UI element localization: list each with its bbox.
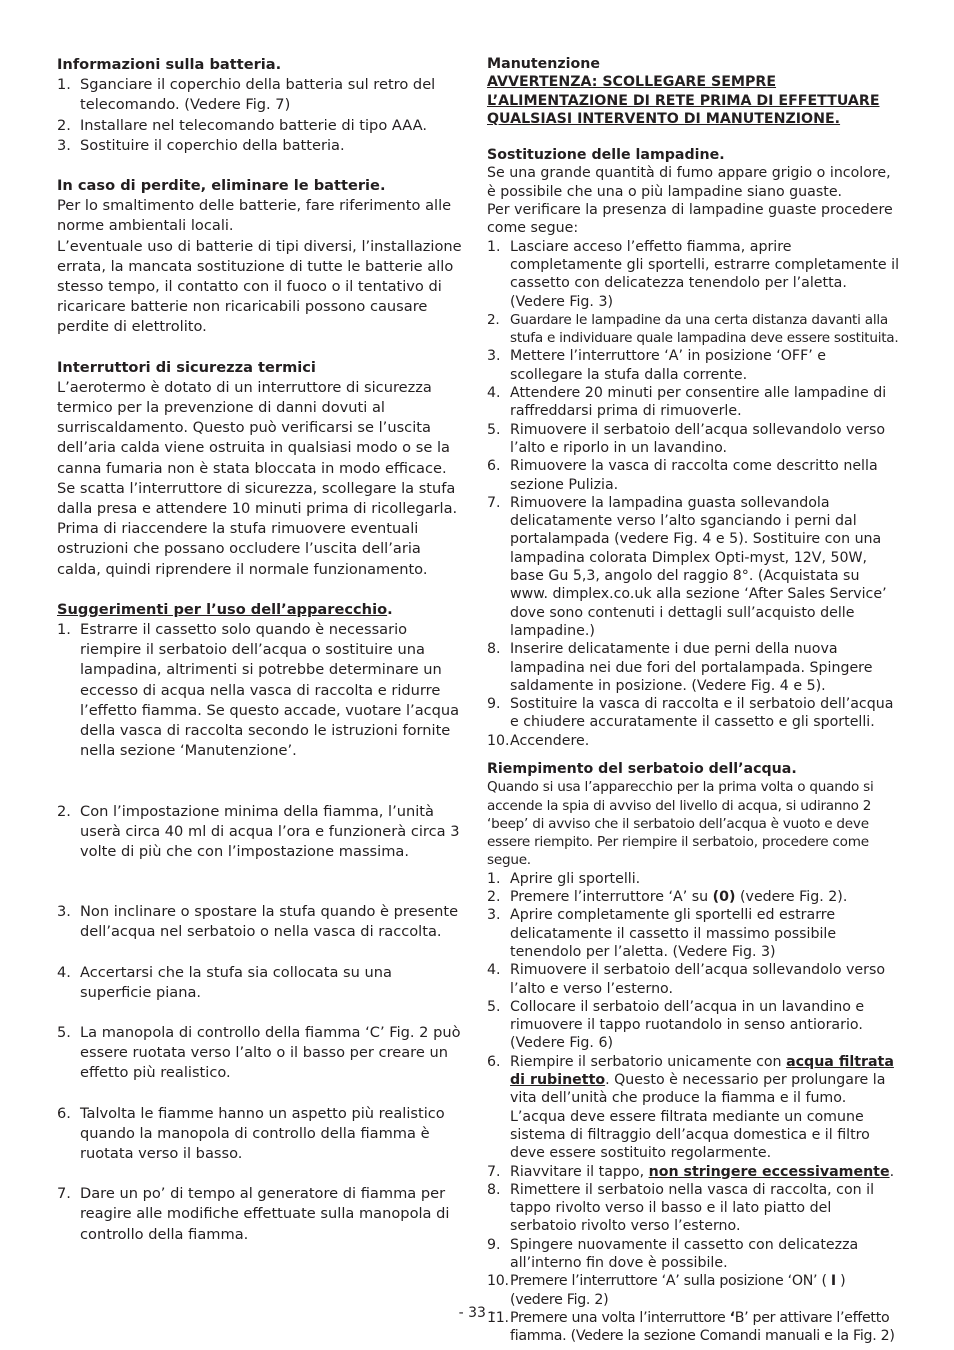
refill-intro: Quando si usa l’apparecchio per la prima volta o quando si accende la spia di avviso del livello di acqua, si udiranno 2 ‘beep’ di avviso che il serbatoio dell’acqua è vuoto e deve essere riempito. Per riempire il serbatoio, procedere come segue. [487, 779, 874, 869]
leak-paragraph: L’eventuale uso di batterie di tipi diversi, l’installazione errata, la mancata sostituzione di tutte le batterie allo stesso tempo, il contatto con il fuoco o il tentativo di ricaricare batterie non ricaricabili possono causare perdite di elettrolito. [57, 237, 462, 336]
refill-steps [487, 870, 901, 1346]
maintenance-heading: Manutenzione [487, 56, 600, 72]
list-item: 3. Aprire completamente gli sportelli ed estrarre delicatamente il cassetto il massimo possibile tenendolo per l’aletta. (Vedere Fig. 3) [487, 907, 837, 960]
leak-paragraph: Per lo smaltimento delle batterie, fare riferimento alle norme ambientali locali. [57, 197, 452, 235]
maintenance-warning: AVVERTENZA: SCOLLEGARE SEMPRE L’ALIMENTAZIONE DI RETE PRIMA DI EFFETTUARE QUALSIASI INTERVENTO DI MANUTENZIONE. [487, 74, 880, 127]
list-item: 9. Spingere nuovamente il cassetto con delicatezza all’interno fin dove è possibile. [487, 1236, 859, 1271]
thermal-paragraph: L’aerotermo è dotato di un interruttore di sicurezza termico per la prevenzione di danni dovuti al surriscaldamento. Questo può verificarsi se l’uscita dell’aria calda viene ostruita in qualsiasi modo o se la canna fumaria non è stata bloccata in modo efficace. Se scatta l’interruttore di sicurezza, scollegare la stufa dalla presa e attendere 10 minuti prima di ricollegarla. Prima di riaccendere la stufa rimuovere eventuali ostruzioni che possano occludere l’uscita dell’aria calda, quindi riprendere il normale funzionamento. [57, 378, 458, 578]
battery-steps [57, 75, 467, 156]
list-item: 10. Premere l’interruttore ‘A’ sulla posizione ‘ON’ ( I ) (vedere Fig. 2) [487, 1273, 846, 1308]
list-item: 9. Sostituire la vasca di raccolta e il serbatoio dell’acqua e chiudere accuratamente il cassetto e gli sportelli. [487, 696, 894, 731]
bulbs-heading: Sostituzione delle lampadine. [487, 147, 725, 164]
list-item: 8. Rimettere il serbatoio nella vasca di raccolta, con il tappo rivolto verso il basso e il lato piatto del serbatoio rivolto verso l’esterno. [487, 1181, 875, 1235]
list-item: 6. Talvolta le fiamme hanno un aspetto più realistico quando la manopola di controllo della fiamma è ruotata verso il basso. [57, 1104, 445, 1162]
list-item: 7. Riavvitare il tappo, non stringere eccessivamente. [487, 1163, 895, 1180]
list-item: 6. Riempire il serbatorio unicamente con acqua filtrata di rubinetto. Questo è necessario per prolungare la vita dell’unità che produce la fiamma e il fumo. L’acqua deve essere filtrata mediante un comune sistema di filtraggio dell’acqua domestica e il filtro deve essere sostituito regolarmente. [487, 1053, 894, 1162]
battery-heading: Informazioni sulla batteria. [57, 56, 282, 73]
list-item: 10. Accendere. [487, 732, 590, 749]
list-item: 5. Collocare il serbatoio dell’acqua in un lavandino e rimuovere il tappo ruotandolo in senso antiorario. (Vedere Fig. 6) [487, 998, 865, 1052]
tips-heading: Suggerimenti per l’uso dell’apparecchio. [57, 600, 393, 618]
left-column [57, 55, 467, 1245]
list-item: 1. Estrarre il cassetto solo quando è necessario riempire il serbatoio dell’acqua o sostituire una lampadina, altrimenti si potrebbe determinare un eccesso di acqua nella vasca di raccolta e ridurre l’effetto fiamma. Se questo accade, vuotare l’acqua della vasca di raccolta secondo le istruzioni fornite nella sezione ‘Manutenzione’. [57, 621, 460, 760]
refill-heading: Riempimento del serbatoio dell’acqua. [487, 760, 797, 777]
right-column [487, 55, 901, 1345]
list-item: 2. Premere l’interruttore ‘A’ su (0) (vedere Fig. 2). [487, 889, 848, 906]
list-item: 8. Inserire delicatamente i due perni della nuova lampadina nei due fori del portalampada. Spingere saldamente in posizione. (Vedere Fig. 4 e 5). [487, 641, 873, 694]
tips-list [57, 620, 467, 761]
bulbs-paragraph: Se una grande quantità di fumo appare grigio o incolore, è possibile che una o più lampadine siano guaste. [487, 165, 891, 200]
list-item: 6. Rimuovere la vasca di raccolta come descritto nella sezione Pulizia. [487, 458, 878, 493]
list-item: 7. Rimuovere la lampadina guasta sollevandola delicatamente verso l’alto sganciando i perni dal portalampada (vedere Fig. 4 e 5). Sostituire con una lampadina colorata Dimplex Opti-myst, 12V, 50W, base Gu 5,3, angolo del raggio 8°. (Acquistata su www. dimplex.co.uk alla sezione ‘After Sales Service’ dove sono contenuti i dettagli sull’acquisto delle lampadine.) [487, 494, 887, 639]
list-item: 11. Premere una volta l’interruttore ‘B’ per attivare l’effetto fiamma. (Vedere la sezione Comandi manuali e la Fig. 2) [487, 1309, 895, 1345]
list-item: 1. Aprire gli sportelli. [487, 870, 641, 887]
leak-heading: In caso di perdite, eliminare le batterie. [57, 177, 386, 195]
list-item: 1. Sganciare il coperchio della batteria sul retro del telecomando. (Vedere Fig. 7) [57, 76, 436, 114]
bulbs-paragraph: Per verificare la presenza di lampadine guaste procedere come segue: [487, 202, 893, 237]
list-item: 2. Con l’impostazione minima della fiamma, l’unità userà circa 40 ml di acqua l’ora e funzionerà circa 3 volte di più che con l’impostazione massima. [57, 802, 460, 860]
bulbs-steps [487, 238, 901, 750]
list-item: 5. Rimuovere il serbatoio dell’acqua sollevandolo verso l’alto e riporlo in un lavandino. [487, 421, 886, 456]
list-item: 5. La manopola di controllo della fiamma ‘C’ Fig. 2 può essere ruotata verso l’alto o il basso per creare un effetto più realistico. [57, 1023, 461, 1082]
list-item: 4. Accertarsi che la stufa sia collocata su una superficie piana. [57, 963, 392, 1001]
list-item: 3. Non inclinare o spostare la stufa quando è presente dell’acqua nel serbatoio o nella vasca di raccolta. [57, 903, 459, 941]
list-item: 2. Installare nel telecomando batterie di tipo AAA. [57, 116, 428, 134]
list-item: 4. Attendere 20 minuti per consentire alle lampadine di raffreddarsi prima di rimuoverle. [487, 385, 887, 420]
list-item: 3. Sostituire il coperchio della batteria. [57, 136, 345, 154]
list-item: 4. Rimuovere il serbatoio dell’acqua sollevandolo verso l’alto e verso l’esterno. [487, 962, 886, 997]
thermal-heading: Interruttori di sicurezza termici [57, 358, 316, 376]
list-item: 7. Dare un po’ di tempo al generatore di fiamma per reagire alle modifiche effettuate sulla manopola di controllo della fiamma. [57, 1185, 450, 1243]
page-number: - 33 - [458, 1305, 496, 1321]
list-item: 1. Lasciare acceso l’effetto fiamma, aprire completamente gli sportelli, estrarre completamente il cassetto con delicatezza tenendolo per l’aletta. (Vedere Fig. 3) [487, 238, 900, 310]
list-item: 2. Guardare le lampadine da una certa distanza davanti alla stufa e individuare quale lampadina deve essere sostituita. [487, 311, 899, 347]
list-item: 3. Mettere l’interruttore ‘A’ in posizione ‘OFF’ e scollegare la stufa dalla corrente. [487, 348, 826, 383]
